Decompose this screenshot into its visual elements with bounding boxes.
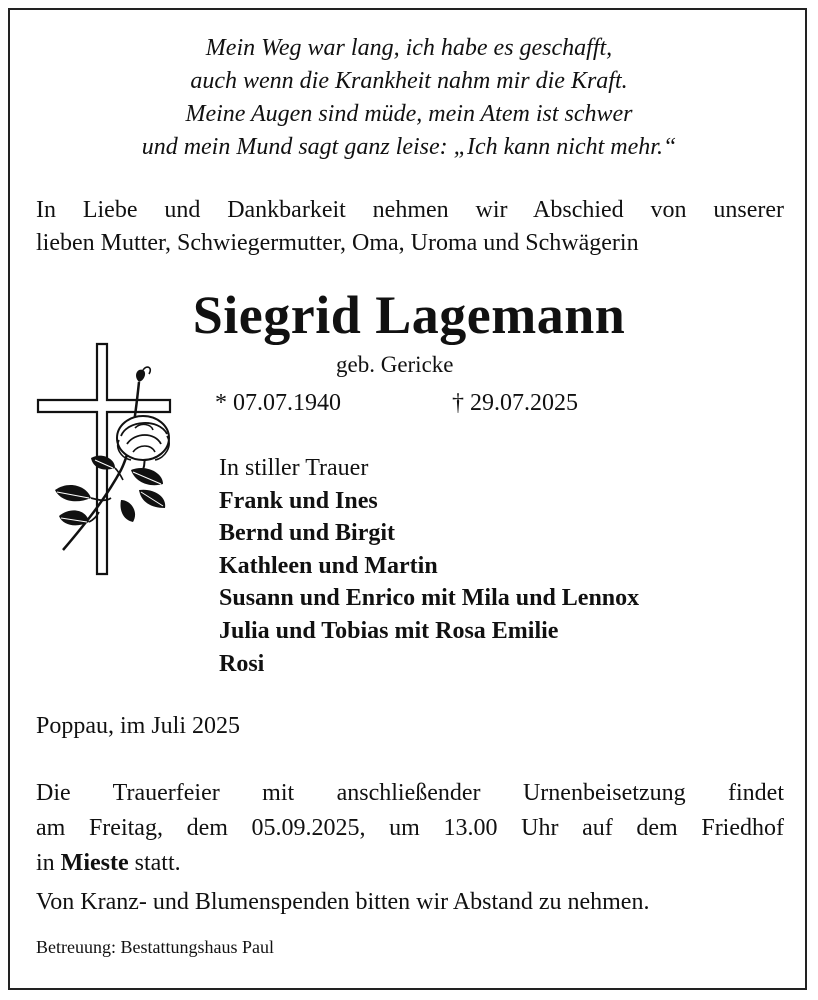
mourners-heading: In stiller Trauer (219, 455, 369, 481)
service-line (36, 846, 784, 881)
deceased-name: Siegrid Lagemann (192, 285, 626, 345)
mourners-list (219, 452, 639, 680)
maiden-name: geb. Gericke (336, 352, 454, 377)
care-note: Betreuung: Bestattungshaus Paul (36, 937, 274, 957)
mourner-name: Rosi (219, 650, 265, 677)
mourner-name: Susann und Enrico mit Mila und Lennox (219, 585, 640, 612)
death-date: † 29.07.2025 (452, 390, 578, 416)
poem-line: und mein Mund sagt ganz leise: „Ich kann nicht mehr.“ (141, 134, 677, 160)
poem-line: Mein Weg war lang, ich habe es geschafft, (205, 35, 613, 61)
service-place: Mieste (60, 850, 129, 876)
mourner-name: Frank und Ines (219, 487, 378, 514)
service-line: am Freitag, dem 05.09.2025, um 13.00 Uhr auf dem Friedhof (36, 815, 784, 841)
mourner-name: Bernd und Birgit (219, 520, 396, 547)
poem-line: auch wenn die Krankheit nahm mir die Kraft. (190, 68, 628, 94)
mourner-name: Julia und Tobias mit Rosa Emilie (219, 617, 559, 644)
intro-text (36, 194, 784, 260)
poem-line: Meine Augen sind müde, mein Atem ist schwer (185, 101, 633, 127)
service-suffix: statt. (128, 850, 181, 876)
service-prefix: in (36, 850, 61, 876)
service-line: Die Trauerfeier mit anschließender Urnenbeisetzung findet (36, 780, 784, 806)
mourner-name: Kathleen und Martin (219, 552, 438, 579)
birth-date: * 07.07.1940 (215, 390, 341, 416)
poem (0, 32, 818, 164)
flowers-note: Von Kranz- und Blumenspenden bitten wir Abstand zu nehmen. (36, 889, 650, 915)
cross-with-rose-icon (35, 340, 180, 580)
intro-line: lieben Mutter, Schwiegermutter, Oma, Uroma und Schwägerin (36, 230, 639, 256)
place-date: Poppau, im Juli 2025 (36, 713, 241, 739)
service-info (36, 776, 784, 881)
intro-line: In Liebe und Dankbarkeit nehmen wir Abschied von unserer (36, 197, 784, 223)
